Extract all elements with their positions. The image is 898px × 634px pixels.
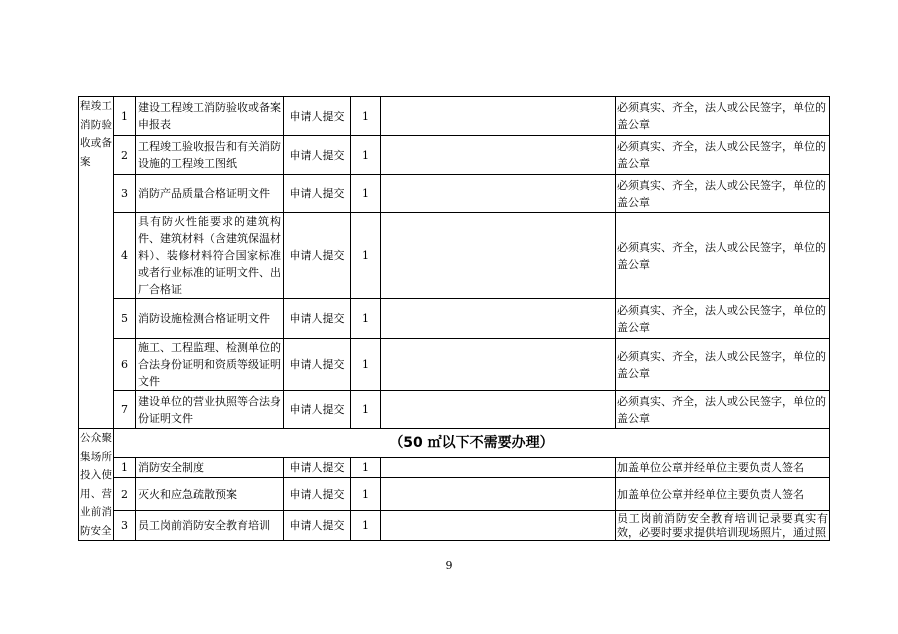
document-name: 建设单位的营业执照等合法身份证明文件 bbox=[136, 391, 284, 429]
submission-method: 申请人提交 bbox=[284, 478, 351, 511]
blank-cell bbox=[381, 175, 616, 213]
table-row bbox=[79, 478, 830, 511]
quantity: 1 bbox=[351, 299, 381, 339]
document-name: 消防产品质量合格证明文件 bbox=[136, 175, 284, 213]
item-number: 1 bbox=[114, 97, 136, 136]
blank-cell bbox=[381, 213, 616, 299]
item-number: 1 bbox=[114, 458, 136, 478]
requirement-note: 必须真实、齐全，法人或公民签字，单位的盖公章 bbox=[616, 391, 830, 429]
document-name: 员工岗前消防安全教育培训 bbox=[136, 511, 284, 541]
requirement-note: 必须真实、齐全，法人或公民签字，单位的盖公章 bbox=[616, 97, 830, 136]
document-name: 工程竣工验收报告和有关消防设施的工程竣工图纸 bbox=[136, 136, 284, 175]
quantity: 1 bbox=[351, 213, 381, 299]
quantity: 1 bbox=[351, 391, 381, 429]
table-row bbox=[79, 458, 830, 478]
document-name: 建设工程竣工消防验收或备案申报表 bbox=[136, 97, 284, 136]
quantity: 1 bbox=[351, 136, 381, 175]
submission-method: 申请人提交 bbox=[284, 391, 351, 429]
requirement-note: 必须真实、齐全，法人或公民签字，单位的盖公章 bbox=[616, 339, 830, 391]
requirement-note: 加盖单位公章并经单位主要负责人签名 bbox=[616, 478, 830, 511]
table-row bbox=[79, 136, 830, 175]
quantity: 1 bbox=[351, 339, 381, 391]
table-row bbox=[79, 339, 830, 391]
submission-method: 申请人提交 bbox=[284, 299, 351, 339]
page-number: 9 bbox=[445, 559, 453, 572]
item-number: 4 bbox=[114, 213, 136, 299]
blank-cell bbox=[381, 339, 616, 391]
section-header: （50 ㎡以下不需要办理） bbox=[114, 429, 830, 458]
item-number: 5 bbox=[114, 299, 136, 339]
blank-cell bbox=[381, 136, 616, 175]
item-number: 2 bbox=[114, 136, 136, 175]
item-number: 7 bbox=[114, 391, 136, 429]
quantity: 1 bbox=[351, 478, 381, 511]
quantity: 1 bbox=[351, 511, 381, 541]
item-number: 2 bbox=[114, 478, 136, 511]
submission-method: 申请人提交 bbox=[284, 213, 351, 299]
requirement-note: 必须真实、齐全，法人或公民签字，单位的盖公章 bbox=[616, 175, 830, 213]
table-row bbox=[79, 391, 830, 429]
blank-cell bbox=[381, 391, 616, 429]
submission-method: 申请人提交 bbox=[284, 97, 351, 136]
section-header-row bbox=[79, 429, 830, 458]
requirement-note: 必须真实、齐全，法人或公民签字，单位的盖公章 bbox=[616, 213, 830, 299]
requirement-note: 加盖单位公章并经单位主要负责人签名 bbox=[616, 458, 830, 478]
quantity: 1 bbox=[351, 175, 381, 213]
document-name: 具有防火性能要求的建筑构件、建筑材料（含建筑保温材料）、装修材料符合国家标准或者行业标准的证明文件、出厂合格证 bbox=[136, 213, 284, 299]
blank-cell bbox=[381, 97, 616, 136]
requirement-note: 必须真实、齐全，法人或公民签字，单位的盖公章 bbox=[616, 299, 830, 339]
table-row bbox=[79, 511, 830, 541]
quantity: 1 bbox=[351, 458, 381, 478]
document-name: 消防安全制度 bbox=[136, 458, 284, 478]
section-category: 程竣工消防验收或备案 bbox=[79, 97, 114, 429]
blank-cell bbox=[381, 299, 616, 339]
submission-method: 申请人提交 bbox=[284, 458, 351, 478]
submission-method: 申请人提交 bbox=[284, 339, 351, 391]
submission-method: 申请人提交 bbox=[284, 136, 351, 175]
document-name: 灭火和应急疏散预案 bbox=[136, 478, 284, 511]
item-number: 6 bbox=[114, 339, 136, 391]
requirement-note: 必须真实、齐全，法人或公民签字，单位的盖公章 bbox=[616, 136, 830, 175]
requirement-note: 员工岗前消防安全教育培训记录要真实有效，必要时要求提供培训现场照片，通过照 bbox=[617, 512, 828, 539]
document-name: 消防设施检测合格证明文件 bbox=[136, 299, 284, 339]
document-name: 施工、工程监理、检测单位的合法身份证明和资质等级证明文件 bbox=[136, 339, 284, 391]
item-number: 3 bbox=[114, 511, 136, 541]
submission-method: 申请人提交 bbox=[284, 511, 351, 541]
blank-cell bbox=[381, 458, 616, 478]
section-category: 公众聚集场所投入使用、营业前消防安全 bbox=[79, 429, 114, 541]
table-row bbox=[79, 213, 830, 299]
table-row bbox=[79, 299, 830, 339]
blank-cell bbox=[381, 478, 616, 511]
blank-cell bbox=[381, 511, 616, 541]
table-row bbox=[79, 97, 830, 136]
item-number: 3 bbox=[114, 175, 136, 213]
quantity: 1 bbox=[351, 97, 381, 136]
table-row bbox=[79, 175, 830, 213]
submission-method: 申请人提交 bbox=[284, 175, 351, 213]
requirements-table bbox=[78, 96, 830, 541]
